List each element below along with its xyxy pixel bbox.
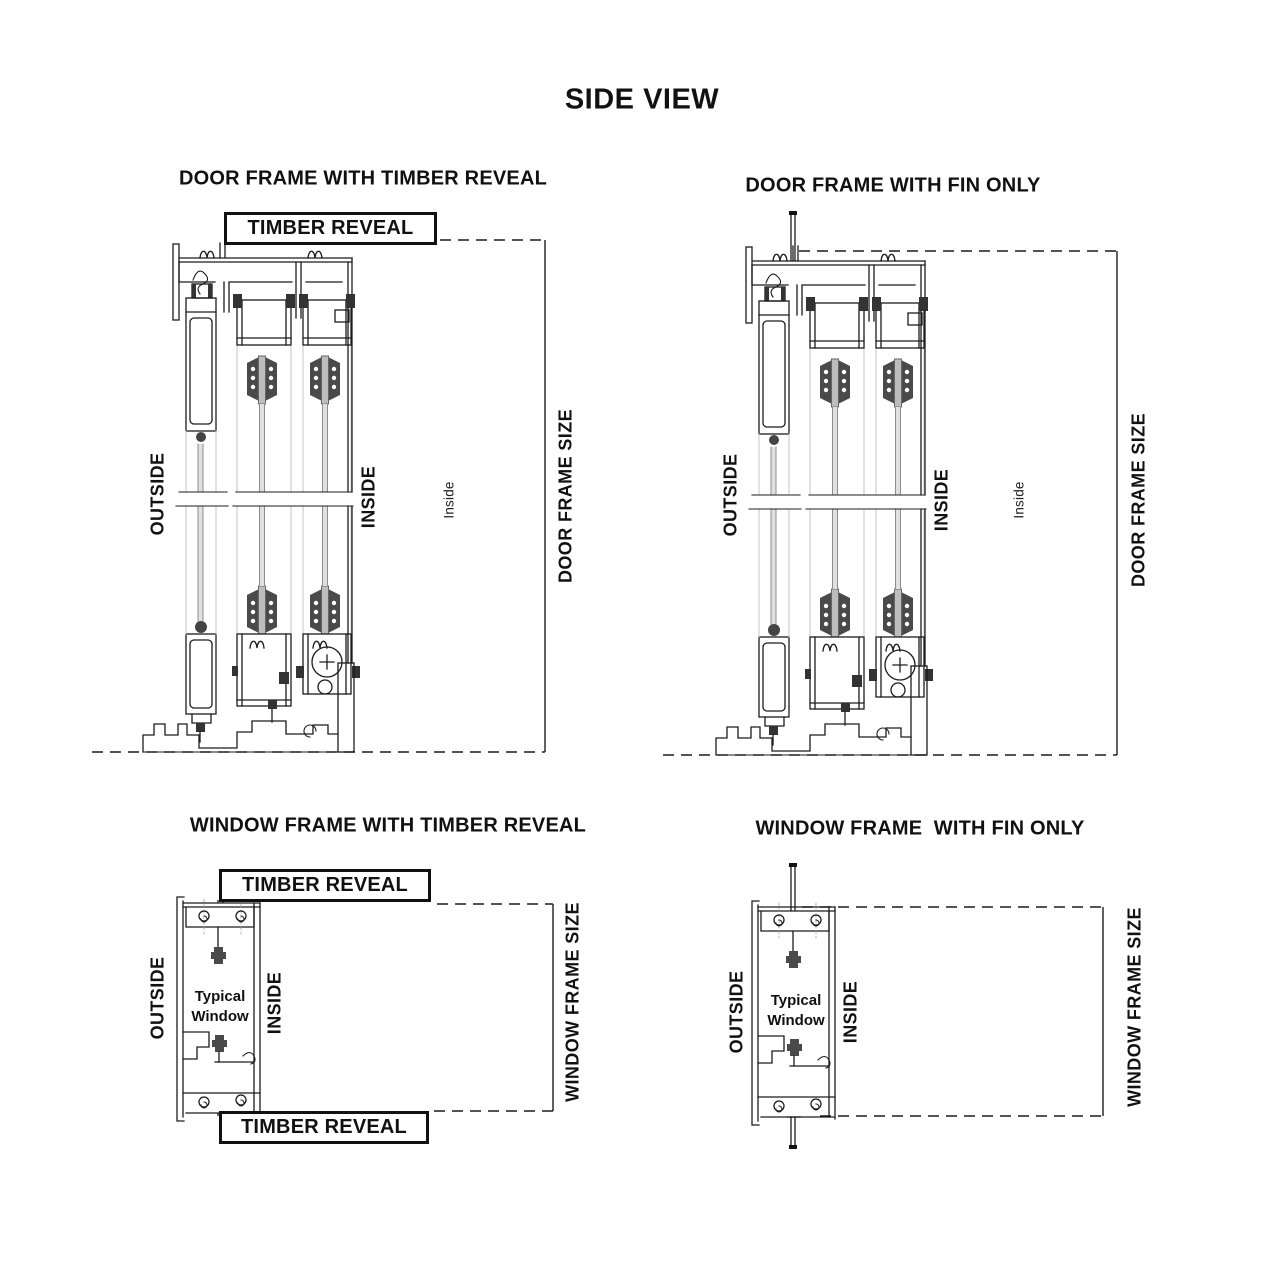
- window-timber-size-label: WINDOW FRAME SIZE: [562, 902, 583, 1102]
- door-timber-outside-label: OUTSIDE: [147, 452, 168, 536]
- door-fin-title: DOOR FRAME WITH FIN ONLY: [745, 174, 1041, 197]
- door-timber-reveal-label: TIMBER REVEAL: [247, 217, 414, 239]
- door-timber-reveal-box: [224, 212, 437, 245]
- window-timber-title: WINDOW FRAME WITH TIMBER REVEAL: [189, 814, 587, 837]
- door-timber-inside-note: Inside: [441, 481, 457, 519]
- window-timber-reveal-label-bottom: TIMBER REVEAL: [241, 1116, 407, 1138]
- window-fin-size-label: WINDOW FRAME SIZE: [1124, 907, 1145, 1107]
- typical-window-line1: Typical: [194, 987, 246, 1005]
- window-timber-inside-label: INSIDE: [264, 971, 285, 1035]
- typical-window-line1: Typical: [770, 991, 822, 1009]
- window-timber-reveal-box-top: [219, 869, 431, 902]
- door-timber-inside-label: INSIDE: [358, 465, 379, 529]
- window-timber-reveal-box-bottom: [219, 1111, 429, 1144]
- door-fin-size-label: DOOR FRAME SIZE: [1128, 412, 1149, 588]
- page-title: SIDE VIEW: [564, 83, 720, 116]
- typical-window-line2: Window: [767, 1012, 825, 1029]
- window-fin-title: WINDOW FRAME WITH FIN ONLY: [755, 817, 1085, 840]
- typical-window-line2: Window: [191, 1008, 249, 1025]
- door-fin-outside-label: OUTSIDE: [720, 453, 741, 537]
- window-fin-typical-window-label: [767, 991, 824, 1032]
- door-timber-size-label: DOOR FRAME SIZE: [555, 408, 576, 584]
- window-fin-inside-label: INSIDE: [840, 980, 861, 1044]
- door-fin-inside-label: INSIDE: [931, 468, 952, 532]
- window-timber-reveal-label-top: TIMBER REVEAL: [242, 874, 408, 896]
- window-timber-outside-label: OUTSIDE: [147, 956, 168, 1040]
- window-timber-typical-window-label: [191, 987, 248, 1028]
- door-timber-title: DOOR FRAME WITH TIMBER REVEAL: [178, 167, 548, 190]
- window-fin-outside-label: OUTSIDE: [726, 970, 747, 1054]
- door-fin-inside-note: Inside: [1011, 481, 1027, 519]
